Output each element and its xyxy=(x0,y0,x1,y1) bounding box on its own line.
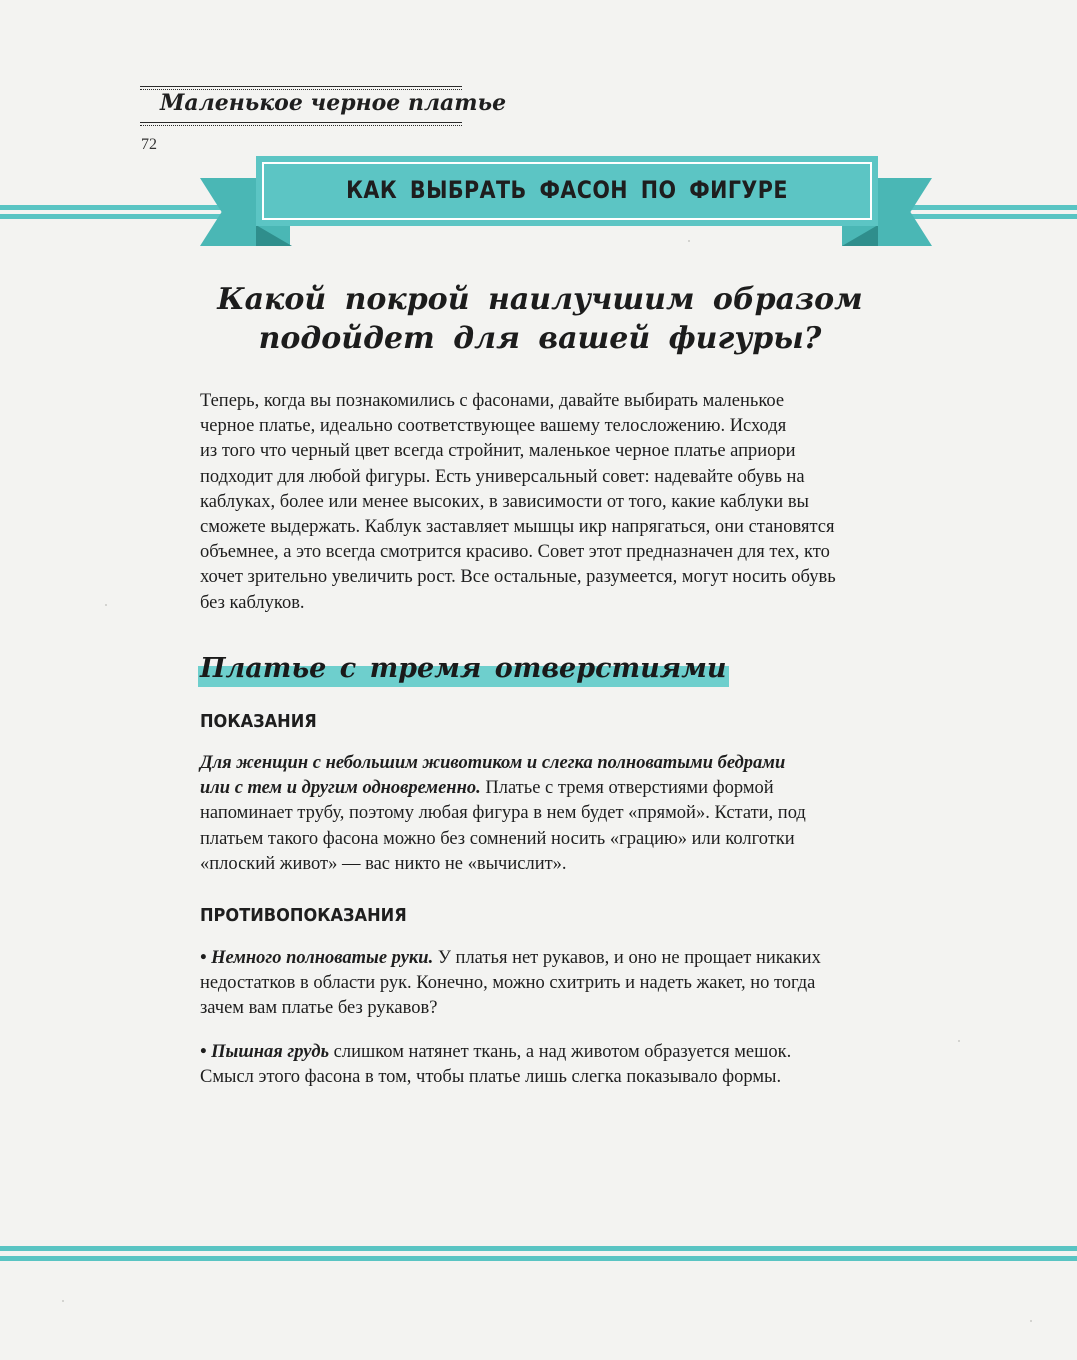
text-line: объемнее, а это всегда смотрится красиво. Совет этот предназначен для тех, кто xyxy=(200,542,830,563)
page-number: 72 xyxy=(141,136,157,153)
text-line xyxy=(200,1040,940,1065)
running-title: Маленькое черное платье xyxy=(160,90,507,116)
text-line xyxy=(200,946,940,971)
paper-speck xyxy=(1030,1320,1032,1322)
indications-heading: ПОКАЗАНИЯ xyxy=(200,711,317,732)
subtitle-line: подойдет для вашей фигуры? xyxy=(258,321,822,356)
text-line: подходит для любой фигуры. Есть универсальный совет: надевайте обувь на xyxy=(200,466,805,487)
header-rule xyxy=(140,125,462,126)
indications-paragraph xyxy=(200,751,940,877)
text-line: Смысл этого фасона в том, чтобы платье лишь слегка показывало формы. xyxy=(200,1067,782,1088)
paper-speck xyxy=(62,1300,64,1302)
text-line: черное платье, идеально соответствующее вашему телосложению. Исходя xyxy=(200,416,787,437)
text-line: зачем вам платье без рукавов? xyxy=(200,998,438,1019)
header-rule xyxy=(140,86,462,87)
text-line: без каблуков. xyxy=(200,592,305,613)
contraindication-item xyxy=(200,946,940,1022)
body-text: У платья нет рукавов, и оно не прощает никаких xyxy=(433,948,821,968)
paper-speck xyxy=(688,240,690,242)
footer-stripe xyxy=(0,1246,1077,1251)
text-line: платьем такого фасона можно без сомнений носить «грацию» или колготки xyxy=(200,828,795,849)
banner-ribbon xyxy=(256,156,878,226)
footer-stripe xyxy=(0,1256,1077,1261)
emphasis-text: • Пышная грудь xyxy=(200,1042,330,1062)
text-line: хочет зрительно увеличить рост. Все остальные, разумеется, могут носить обувь xyxy=(200,567,836,588)
banner-title: КАК ВЫБРАТЬ ФАСОН ПО ФИГУРЕ xyxy=(346,176,788,204)
text-line: из того что черный цвет всегда стройнит, маленькое черное платье априори xyxy=(200,441,796,462)
emphasis-text: • Немного полноватые руки. xyxy=(200,948,434,968)
text-line: напоминает трубу, поэтому любая фигура в нем будет «прямой». Кстати, под xyxy=(200,803,806,824)
header-rule xyxy=(140,122,462,123)
page-subtitle xyxy=(200,280,970,358)
emphasis-text: Для женщин с небольшим животиком и слегка полноватыми бедрами xyxy=(200,753,786,773)
contraindications-heading: ПРОТИВОПОКАЗАНИЯ xyxy=(200,905,407,926)
body-text: Платье с тремя отверстиями формой xyxy=(480,778,774,799)
intro-paragraph xyxy=(200,389,940,616)
paper-speck xyxy=(105,604,107,606)
text-line xyxy=(200,751,940,776)
text-line: сможете выдержать. Каблук заставляет мышцы икр напрягаться, они становятся xyxy=(200,517,835,538)
emphasis-text: или с тем и другим одновременно. xyxy=(200,778,481,799)
text-line: каблуках, более или менее высоких, в зависимости от того, какие каблуки вы xyxy=(200,491,809,512)
text-line: недостатков в области рук. Конечно, можно схитрить и надеть жакет, но тогда xyxy=(200,973,816,994)
text-line: «плоский живот» — вас никто не «вычислит». xyxy=(200,853,567,874)
paper-speck xyxy=(958,1040,960,1042)
text-line: Теперь, когда вы познакомились с фасонами, давайте выбирать маленькое xyxy=(200,391,785,411)
running-header xyxy=(140,78,507,128)
contraindication-item xyxy=(200,1040,940,1090)
section-heading: Платье с тремя отверстиями xyxy=(198,650,729,687)
text-line xyxy=(200,776,940,801)
subtitle-line: Какой покрой наилучшим образом xyxy=(217,282,863,317)
body-text: слишком натянет ткань, а над животом образуется мешок. xyxy=(329,1042,792,1062)
